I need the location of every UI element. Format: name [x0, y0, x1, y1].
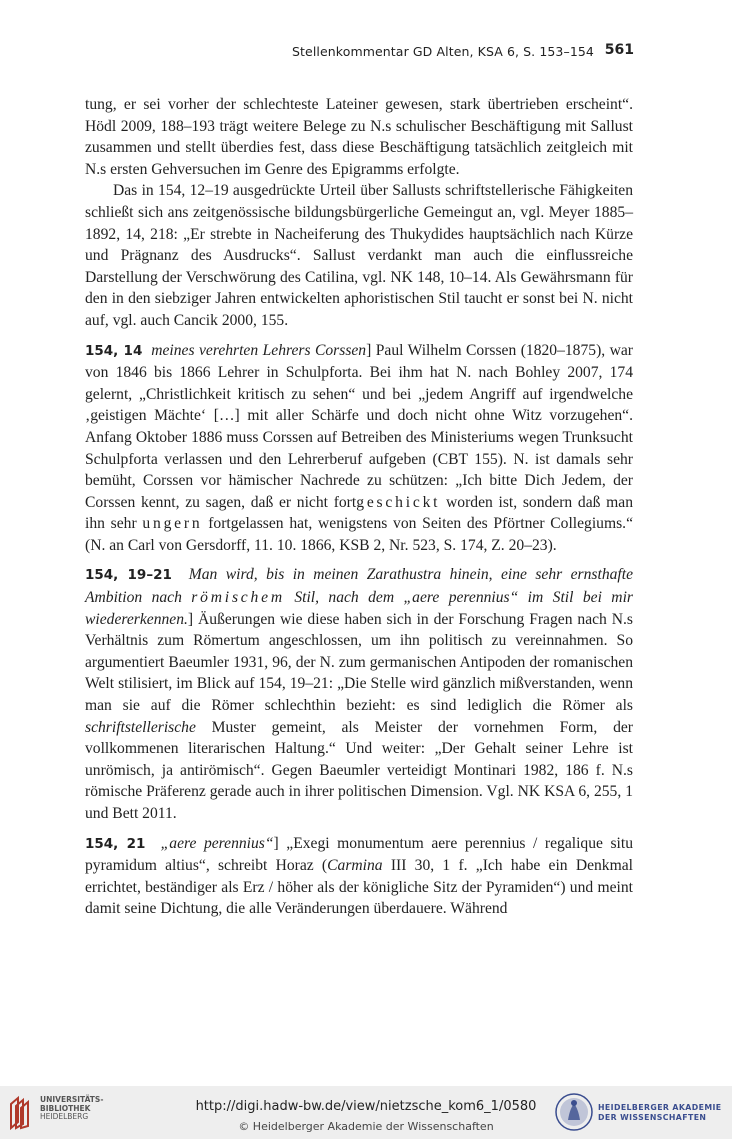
- academy-name-line: DER WISSENSCHAFTEN: [598, 1113, 707, 1122]
- spaced-emphasis: ungern: [142, 515, 203, 533]
- academy-name: [598, 1103, 722, 1123]
- page-body: [85, 94, 633, 920]
- entry-text: Muster gemeint, als Meister der vornehmen Form, der vollkommenen literarischen Haltung.“ Und weiter: „Der Gehalt seiner Lehre ist unrömisch, ja antirömisch“. Gegen Baeumler verteidigt Montinari 1982, 186 f. N.s römische Präferenz gerade auch in ihrer politischen Dimension. Vgl. NK KSA 6, 255, 1 und Bett 2011.: [85, 718, 633, 822]
- paragraph: [85, 180, 633, 331]
- entry-reference: 154, 14: [85, 342, 143, 359]
- entry-text: ] Äußerungen wie diese haben sich in der Forschung Fragen nach N.s Verhältnis zum Römertum angeschlossen, um ihn politisch zu vereinnahmen. So argumentiert Baeumler 1931, 96, der N. zum germanischen Antipoden der romanischen Welt stilisiert, im Blick auf 154, 19–21: „Die Stelle wird gänzlich mißverstanden, wenn man sie auf die Römer schlechthin bezieht: es sind lediglich die Römer als: [85, 610, 633, 715]
- academy-logo[interactable]: [554, 1092, 724, 1136]
- academy-name-line: HEIDELBERGER AKADEMIE: [598, 1103, 722, 1112]
- spaced-emphasis: römischem: [191, 589, 285, 607]
- entry-reference: 154, 21: [85, 835, 146, 852]
- entry-lemma: Man wird, bis in meinen Zarathustra hinein, eine sehr ernsthafte Ambition nach: [85, 566, 633, 607]
- entry-text: fortgelassen hat, wenigstens von Seiten des Pförtner Collegiums.“ (N. an Carl von Gersdorff, 11. 10. 1866, KSB 2, Nr. 523, S. 174, Z. 20–23).: [85, 515, 633, 554]
- paragraph-text: tung, er sei vorher der schlechteste Lateiner gewesen, stark übertrieben erscheint“. Hödl 2009, 188–193 trägt weitere Belege zu N.s schulischer Beschäftigung mit Sallust zusammen und stellt überdies fest, dass diese Beschäftigung tatsächlich zeitgleich mit N.s ersten Gehversuchen im Genre des Epigramms erfolgte.: [85, 96, 633, 178]
- library-name-line: HEIDELBERG: [40, 1112, 89, 1121]
- entry-text: ] Paul Wilhelm Corssen (1820–1875), war von 1846 bis 1866 Lehrer in Schulpforta. Bei ihm hat N. nach Bohley 2007, 174 gelernt, „Christlichkeit kritisch zu sehen“ und bei „jedem Angriff auf irgendwelche ‚geistigen Mächte‘ […] mit aller Schärfe und doch nicht ohne Witz vorzugehen“. Anfang Oktober 1886 muss Corssen auf Betreiben des Ministeriums wegen Trunksucht Schulpforta verlassen und den Lehrerberuf aufgeben (CBT 155). N. ist damals sehr bemüht, Corssen vor hämischer Nachrede zu schützen: „Ich bitte Dich Jedem, der Corssen kennt, zu sagen, daß er nicht fort: [85, 341, 633, 511]
- commentary-entry: [85, 340, 633, 557]
- footer-bar: [0, 1086, 732, 1139]
- entry-reference: 154, 19–21: [85, 567, 172, 584]
- spaced-emphasis: geschickt: [356, 493, 441, 511]
- italic-emphasis: schriftstellerische: [85, 718, 196, 736]
- library-name-line: BIBLIOTHEK: [40, 1103, 91, 1113]
- entry-text: III 30, 1 f. „Ich habe ein Denkmal errichtet, beständiger als Erz / höher als der königliche Sitz der Pyramiden“) und meint damit seine Dichtung, die alle Veränderungen überdauere. Während: [85, 857, 633, 918]
- entry-text: ] „Exegi monumentum aere perennius / regalique situ pyramidum altius“, schreibt Horaz (: [85, 834, 634, 875]
- running-head: [85, 44, 634, 59]
- paragraph-text: Das in 154, 12–19 ausgedrückte Urteil über Sallusts schriftstellerische Fähigkeiten schließt sich ans zeitgenössische bildungsbürgerliche Gemeingut an, vgl. Meyer 1885–1892, 14, 218: „Er strebte in Nacheiferung des Thukydides hauptsächlich nach Kürze und Prägnanz des Ausdrucks“. Sallust verdankt man auch die einflussreiche Darstellung der Verschwörung des Catilina, vgl. NK 148, 10–14. Als Gewährsmann für den in den siebziger Jahren entwickelten aphoristischen Stil taucht er sonst bei N. nicht auf, vgl. auch Cancik 2000, 155.: [85, 182, 633, 329]
- copyright-notice: © Heidelberger Akademie der Wissenschaften: [238, 1120, 494, 1133]
- commentary-entry: [85, 564, 633, 824]
- academy-seal-icon: [554, 1092, 594, 1132]
- italic-emphasis: Carmina: [327, 857, 383, 875]
- commentary-entry: [85, 833, 633, 920]
- page-number: 561: [604, 42, 634, 58]
- entry-lemma: meines verehrten Lehrers Corssen: [151, 341, 367, 359]
- entry-lemma: Stil, nach dem „aere perennius“ im Stil bei mir wiedererkennen.: [85, 589, 633, 628]
- library-name-line: UNIVERSITÄTS-: [40, 1095, 104, 1104]
- digital-copy-link[interactable]: http://digi.hadw-bw.de/view/nietzsche_kom6_1/0580: [195, 1099, 537, 1114]
- entry-text: worden ist, sondern daß man ihn sehr: [85, 493, 633, 533]
- entry-lemma: „aere perennius“: [160, 834, 274, 852]
- paragraph: [85, 94, 633, 180]
- running-head-title: Stellenkommentar GD Alten, KSA 6, S. 153–154: [292, 44, 594, 59]
